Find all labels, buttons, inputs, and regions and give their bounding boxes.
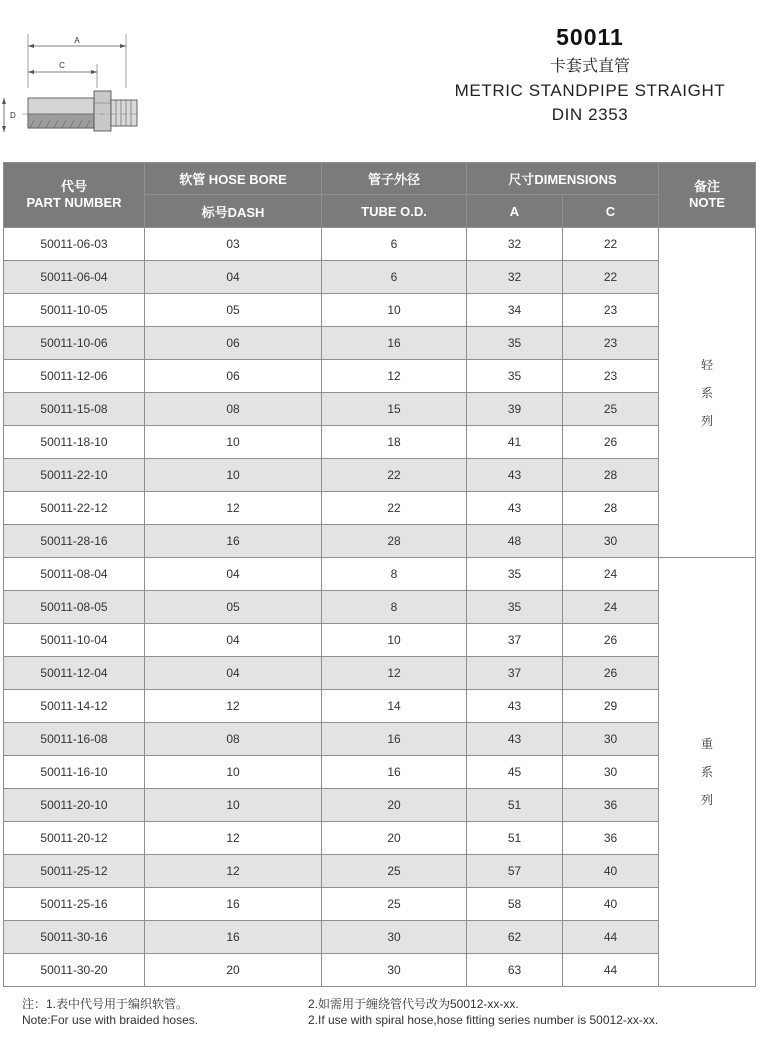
table-row [4, 723, 756, 756]
cell-tube-od: 12 [322, 360, 467, 393]
cell-dim-c: 36 [563, 822, 659, 855]
cell-dim-c: 23 [563, 360, 659, 393]
cell-part-number: 50011-20-12 [4, 822, 145, 855]
cell-dim-c: 23 [563, 294, 659, 327]
cell-part-number: 50011-08-05 [4, 591, 145, 624]
cell-part-number: 50011-22-12 [4, 492, 145, 525]
col-header-c: C [563, 195, 659, 228]
table-row [4, 261, 756, 294]
table-row [4, 294, 756, 327]
cell-dim-a: 51 [467, 822, 563, 855]
cell-tube-od: 6 [322, 261, 467, 294]
cell-part-number: 50011-06-04 [4, 261, 145, 294]
cell-dash: 20 [145, 954, 322, 987]
note-char: 轻 [700, 357, 713, 372]
cell-tube-od: 28 [322, 525, 467, 558]
cell-tube-od: 14 [322, 690, 467, 723]
cell-dash: 05 [145, 591, 322, 624]
cell-dim-a: 32 [467, 228, 563, 261]
cell-part-number: 50011-06-03 [4, 228, 145, 261]
table-row [4, 690, 756, 723]
footer-note2-en: 2.If use with spiral hose,hose fitting series number is 50012-xx-xx. [308, 1013, 659, 1027]
cell-tube-od: 20 [322, 789, 467, 822]
cell-tube-od: 16 [322, 327, 467, 360]
cell-dim-c: 29 [563, 690, 659, 723]
cell-tube-od: 20 [322, 822, 467, 855]
cell-dash: 12 [145, 690, 322, 723]
cell-dash: 06 [145, 327, 322, 360]
title-block [420, 22, 760, 126]
col-header-part-cn: 代号 [60, 179, 87, 194]
cell-dash: 04 [145, 657, 322, 690]
cell-dash: 12 [145, 855, 322, 888]
col-header-note-en: NOTE [688, 195, 726, 210]
cell-part-number: 50011-14-12 [4, 690, 145, 723]
cell-dim-c: 30 [563, 723, 659, 756]
cell-part-number: 50011-30-16 [4, 921, 145, 954]
col-header-note-cn: 备注 [693, 179, 720, 194]
cell-tube-od: 22 [322, 459, 467, 492]
standard-label: DIN 2353 [551, 105, 629, 124]
cell-dash: 12 [145, 492, 322, 525]
cell-part-number: 50011-10-05 [4, 294, 145, 327]
table-row [4, 525, 756, 558]
cell-tube-od: 10 [322, 624, 467, 657]
cell-dim-c: 30 [563, 525, 659, 558]
cell-dash: 03 [145, 228, 322, 261]
table-row [4, 360, 756, 393]
cell-dim-c: 24 [563, 558, 659, 591]
footer-note2-cn: 2.如需用于缠绕管代号改为50012-xx-xx. [308, 997, 519, 1011]
table-row [4, 558, 756, 591]
col-header-dimensions: 尺寸DIMENSIONS [467, 163, 659, 195]
cell-dim-a: 45 [467, 756, 563, 789]
cell-dim-c: 28 [563, 492, 659, 525]
cell-dim-a: 57 [467, 855, 563, 888]
spec-table [3, 162, 756, 987]
cell-part-number: 50011-10-06 [4, 327, 145, 360]
table-row [4, 393, 756, 426]
product-name-en: METRIC STANDPIPE STRAIGHT [454, 81, 726, 100]
cell-tube-od: 25 [322, 888, 467, 921]
cell-tube-od: 25 [322, 855, 467, 888]
cell-dim-c: 22 [563, 228, 659, 261]
table-row [4, 954, 756, 987]
cell-dim-c: 26 [563, 426, 659, 459]
col-header-a: A [467, 195, 563, 228]
col-header-hose-bore: 软管 HOSE BORE [145, 163, 322, 195]
table-row [4, 591, 756, 624]
cell-tube-od: 30 [322, 921, 467, 954]
footer-note-1 [22, 996, 302, 1028]
cell-dash: 12 [145, 822, 322, 855]
cell-part-number: 50011-10-04 [4, 624, 145, 657]
table-row [4, 855, 756, 888]
cell-part-number: 50011-30-20 [4, 954, 145, 987]
cell-dash: 16 [145, 525, 322, 558]
cell-dim-c: 30 [563, 756, 659, 789]
cell-dim-a: 41 [467, 426, 563, 459]
cell-dim-a: 37 [467, 624, 563, 657]
table-row [4, 624, 756, 657]
cell-dash: 16 [145, 921, 322, 954]
cell-dim-a: 35 [467, 327, 563, 360]
note-char: 列 [700, 413, 713, 428]
cell-dash: 05 [145, 294, 322, 327]
cell-part-number: 50011-16-08 [4, 723, 145, 756]
table-row [4, 459, 756, 492]
note-char: 重 [700, 737, 713, 751]
cell-dim-a: 51 [467, 789, 563, 822]
footer-note1-en: Note:For use with braided hoses. [22, 1013, 199, 1027]
cell-dim-c: 40 [563, 855, 659, 888]
col-header-part-en: PART NUMBER [26, 195, 122, 210]
cell-dim-a: 58 [467, 888, 563, 921]
table-row [4, 657, 756, 690]
cell-dim-c: 26 [563, 624, 659, 657]
footer-note-2 [308, 996, 758, 1028]
cell-tube-od: 18 [322, 426, 467, 459]
cell-dim-a: 32 [467, 261, 563, 294]
cell-part-number: 50011-08-04 [4, 558, 145, 591]
note-char: 系 [700, 765, 713, 779]
cell-dash: 10 [145, 426, 322, 459]
cell-tube-od: 22 [322, 492, 467, 525]
cell-tube-od: 10 [322, 294, 467, 327]
cell-dim-a: 43 [467, 459, 563, 492]
cell-dim-a: 34 [467, 294, 563, 327]
cell-dash: 08 [145, 393, 322, 426]
cell-tube-od: 30 [322, 954, 467, 987]
cell-dash: 06 [145, 360, 322, 393]
cell-dim-a: 62 [467, 921, 563, 954]
cell-dim-a: 39 [467, 393, 563, 426]
cell-dash: 10 [145, 756, 322, 789]
cell-part-number: 50011-22-10 [4, 459, 145, 492]
table-row [4, 888, 756, 921]
table-row [4, 822, 756, 855]
table-row [4, 789, 756, 822]
col-header-tube-cn: 管子外径 [322, 163, 467, 195]
col-header-dash: 标号DASH [145, 195, 322, 228]
spec-table-body [4, 228, 756, 987]
table-row [4, 756, 756, 789]
cell-part-number: 50011-12-04 [4, 657, 145, 690]
cell-dim-c: 25 [563, 393, 659, 426]
cell-dash: 04 [145, 261, 322, 294]
cell-dim-c: 26 [563, 657, 659, 690]
cell-dim-c: 22 [563, 261, 659, 294]
col-header-tube-od: TUBE O.D. [322, 195, 467, 228]
cell-tube-od: 16 [322, 723, 467, 756]
cell-dash: 10 [145, 459, 322, 492]
col-header-part-number [4, 163, 145, 228]
product-name-cn: 卡套式直管 [549, 58, 630, 75]
cell-dim-c: 40 [563, 888, 659, 921]
cell-dim-a: 48 [467, 525, 563, 558]
cell-dim-a: 35 [467, 558, 563, 591]
footer-note1-cn: 注：1.表中代号用于编织软管。 [22, 997, 189, 1011]
cell-part-number: 50011-25-16 [4, 888, 145, 921]
note-series-1 [659, 228, 756, 558]
note-char: 系 [700, 385, 713, 400]
table-row [4, 492, 756, 525]
dim-a-label: A [74, 36, 80, 45]
table-row [4, 228, 756, 261]
cell-tube-od: 12 [322, 657, 467, 690]
cell-dim-a: 43 [467, 492, 563, 525]
cell-part-number: 50011-20-10 [4, 789, 145, 822]
cell-dash: 16 [145, 888, 322, 921]
cell-dim-c: 28 [563, 459, 659, 492]
col-header-note [659, 163, 756, 228]
cell-tube-od: 6 [322, 228, 467, 261]
note-char: 列 [700, 793, 713, 807]
cell-dim-c: 24 [563, 591, 659, 624]
table-row [4, 327, 756, 360]
dim-c-label: C [59, 61, 65, 70]
table-row [4, 426, 756, 459]
cell-part-number: 50011-18-10 [4, 426, 145, 459]
cell-part-number: 50011-12-06 [4, 360, 145, 393]
cell-dim-c: 44 [563, 921, 659, 954]
dim-d-label: D [10, 111, 16, 120]
table-row [4, 921, 756, 954]
cell-dash: 10 [145, 789, 322, 822]
cell-dim-a: 43 [467, 690, 563, 723]
cell-dash: 04 [145, 558, 322, 591]
cell-part-number: 50011-28-16 [4, 525, 145, 558]
cell-part-number: 50011-15-08 [4, 393, 145, 426]
cell-dim-c: 36 [563, 789, 659, 822]
note-series-2 [659, 558, 756, 987]
cell-dim-a: 35 [467, 591, 563, 624]
model-number: 50011 [556, 24, 624, 50]
fitting-drawing [0, 28, 140, 138]
cell-dim-c: 23 [563, 327, 659, 360]
cell-part-number: 50011-16-10 [4, 756, 145, 789]
cell-tube-od: 16 [322, 756, 467, 789]
cell-tube-od: 8 [322, 591, 467, 624]
cell-dim-a: 43 [467, 723, 563, 756]
cell-dash: 08 [145, 723, 322, 756]
cell-dim-a: 37 [467, 657, 563, 690]
cell-dim-a: 63 [467, 954, 563, 987]
cell-tube-od: 8 [322, 558, 467, 591]
cell-dim-c: 44 [563, 954, 659, 987]
cell-dash: 04 [145, 624, 322, 657]
cell-part-number: 50011-25-12 [4, 855, 145, 888]
cell-tube-od: 15 [322, 393, 467, 426]
cell-dim-a: 35 [467, 360, 563, 393]
